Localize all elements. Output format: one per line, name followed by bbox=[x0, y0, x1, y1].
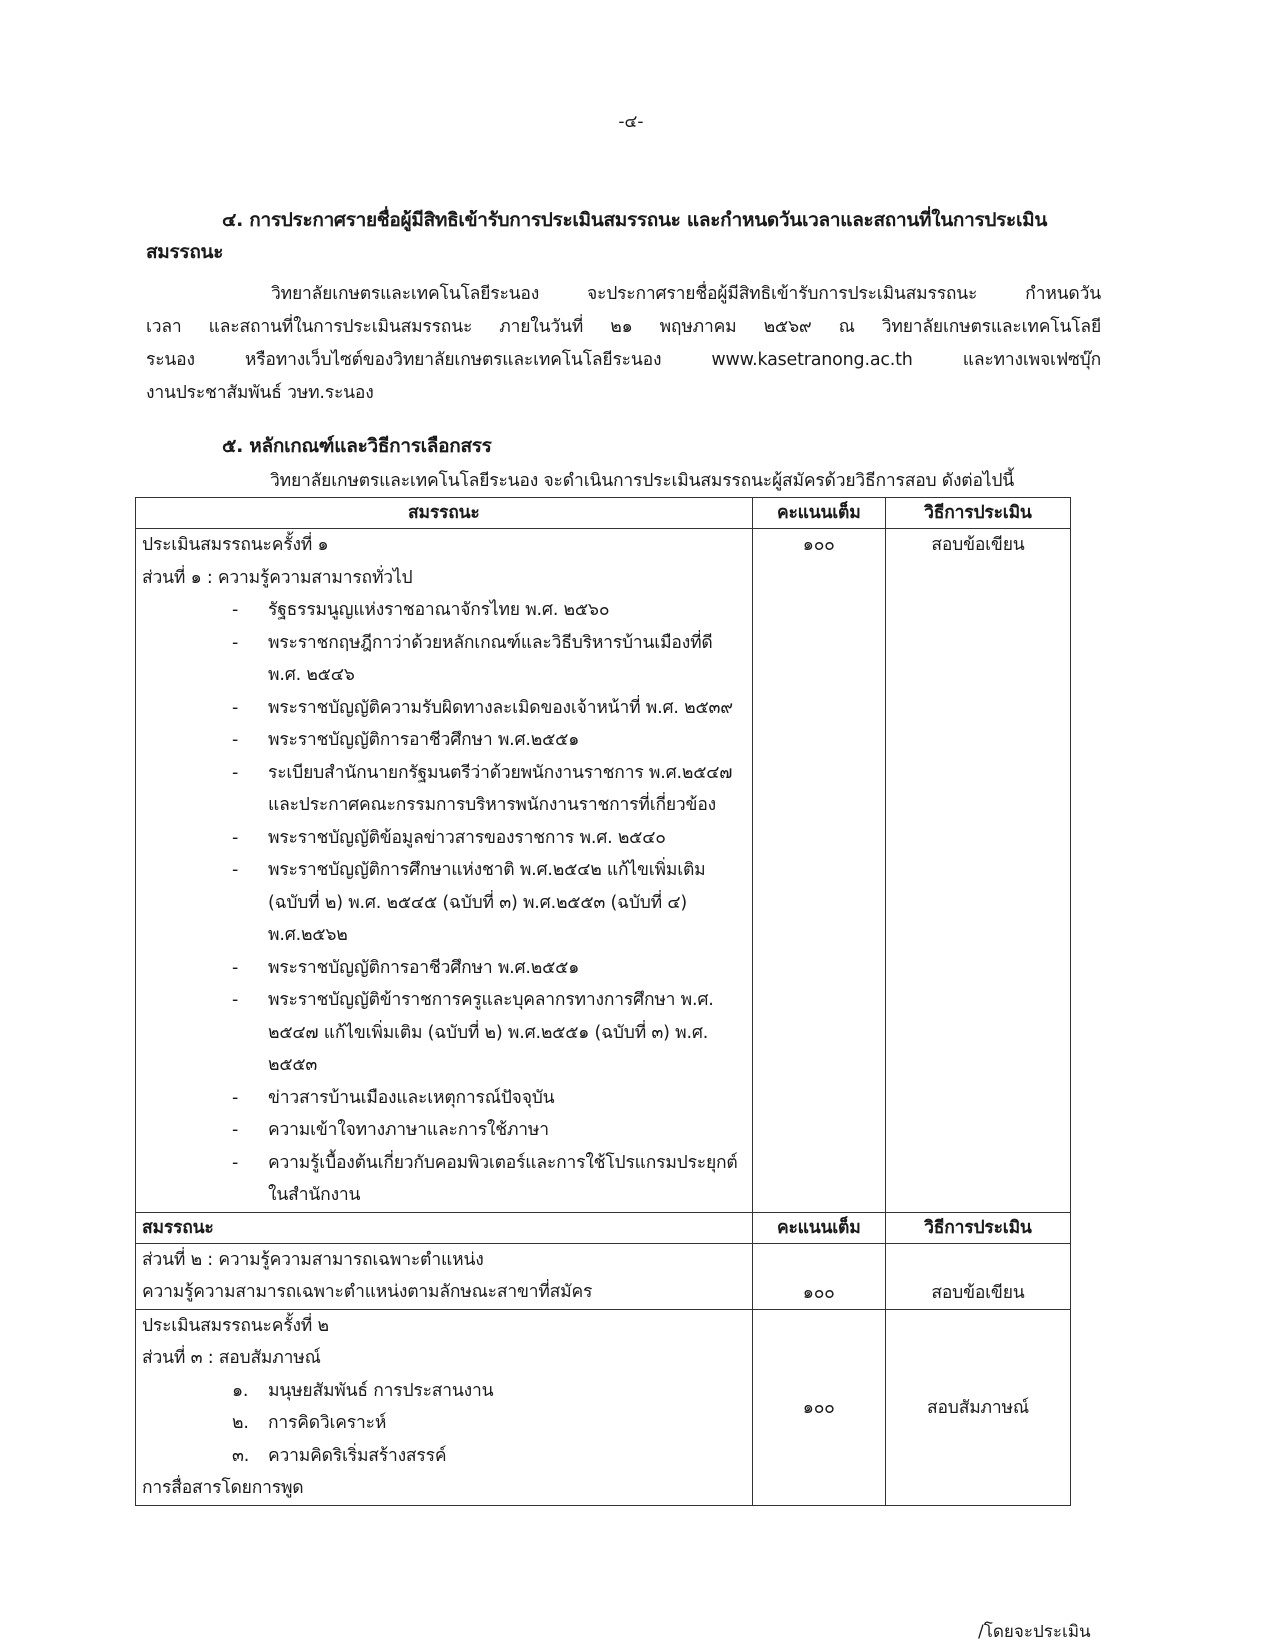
list-item: - ความเข้าใจทางภาษาและการใช้ภาษา bbox=[232, 1120, 549, 1140]
header-full-score: คะแนนเต็ม bbox=[752, 498, 885, 529]
round1-title: ประเมินสมรรถนะครั้งที่ ๑ bbox=[142, 535, 329, 555]
list-item: - พระราชบัญญัติการอาชีวศึกษา พ.ศ.๒๕๕๑ bbox=[232, 957, 580, 978]
part2-competency-cell bbox=[136, 1243, 753, 1309]
table-header-row bbox=[136, 498, 1071, 529]
round1-part-title: ส่วนที่ ๑ : ความรู้ความสามารถทั่วไป bbox=[142, 567, 413, 588]
round2-competency-cell bbox=[136, 1309, 753, 1505]
table-header-row-repeat bbox=[136, 1212, 1071, 1243]
header-full-score-repeat: คะแนนเต็ม bbox=[752, 1212, 885, 1243]
list-item: - พระราชบัญญัติข้าราชการครูและบุคลากรทางการศึกษา พ.ศ. ๒๕๔๗ แก้ไขเพิ่มเติม (ฉบับที่ ๒) พ.ศ.๒๕๕๑ (ฉบับที่ ๓) พ.ศ. ๒๕๕๓ bbox=[232, 990, 714, 1075]
header-method-repeat: วิธีการประเมิน bbox=[885, 1212, 1070, 1243]
criteria-table bbox=[135, 497, 1071, 1506]
round1-method: สอบข้อเขียน bbox=[885, 529, 1070, 1213]
list-item: - พระราชบัญญัติข้อมูลข่าวสารของราชการ พ.ศ. ๒๕๔๐ bbox=[232, 827, 666, 848]
section-4-paragraph bbox=[146, 278, 1101, 410]
table-row-part2 bbox=[136, 1243, 1071, 1309]
table-row-round1 bbox=[136, 529, 1071, 1213]
list-item: - พระราชบัญญัติการศึกษาแห่งชาติ พ.ศ.๒๕๔๒ แก้ไขเพิ่มเติม (ฉบับที่ ๒) พ.ศ. ๒๕๔๕ (ฉบับที่ ๓) พ.ศ.๒๕๕๓ (ฉบับที่ ๔) พ.ศ.๒๕๖๒ bbox=[232, 860, 706, 945]
round2-score: ๑๐๐ bbox=[752, 1309, 885, 1505]
paragraph-line: เวลา และสถานที่ในการประเมินสมรรถนะ ภายในวันที่ ๒๑ พฤษภาคม ๒๕๖๙ ณ วิทยาลัยเกษตรและเทคโนโลยี bbox=[146, 317, 1101, 337]
list-item: - พระราชกฤษฎีกาว่าด้วยหลักเกณฑ์และวิธีบริหารบ้านเมืองที่ดี พ.ศ. ๒๕๔๖ bbox=[232, 632, 713, 685]
table-row-round2 bbox=[136, 1309, 1071, 1505]
round1-score: ๑๐๐ bbox=[752, 529, 885, 1213]
list-item: - พระราชบัญญัติความรับผิดทางละเมิดของเจ้าหน้าที่ พ.ศ. ๒๕๓๙ bbox=[232, 697, 733, 718]
list-item: - ความรู้เบื้องต้นเกี่ยวกับคอมพิวเตอร์และการใช้โปรแกรมประยุกต์ ในสำนักงาน bbox=[232, 1152, 738, 1205]
round2-method: สอบสัมภาษณ์ bbox=[885, 1309, 1070, 1505]
section-5-intro: วิทยาลัยเกษตรและเทคโนโลยีระนอง จะดำเนินการประเมินสมรรถนะผู้สมัครด้วยวิธีการสอบ ดังต่อไปนี้ bbox=[270, 471, 1015, 491]
header-competency: สมรรถนะ bbox=[136, 498, 753, 529]
section-4-heading-line1: ๔. การประกาศรายชื่อผู้มีสิทธิเข้ารับการประเมินสมรรถนะ และกำหนดวันเวลาและสถานที่ในการประเมิน bbox=[222, 209, 1048, 231]
continuation-marker: /โดยจะประเมิน bbox=[978, 1622, 1091, 1642]
section-4-heading bbox=[146, 204, 1106, 268]
list-item: - พระราชบัญญัติการอาชีวศึกษา พ.ศ.๒๕๕๑ bbox=[232, 730, 580, 750]
round1-competency-cell bbox=[136, 529, 753, 1213]
list-item: - ระเบียบสำนักนายกรัฐมนตรีว่าด้วยพนักงานราชการ พ.ศ.๒๕๔๗ และประกาศคณะกรรมการบริหารพนักงานราชการที่เกี่ยวข้อง bbox=[232, 762, 733, 815]
list-item: - ข่าวสารบ้านเมืองและเหตุการณ์ปัจจุบัน bbox=[232, 1087, 555, 1108]
round2-trailing: การสื่อสารโดยการพูด bbox=[142, 1478, 304, 1498]
list-item: ๓. ความคิดริเริ่มสร้างสรรค์ bbox=[232, 1445, 447, 1466]
header-competency-repeat: สมรรถนะ bbox=[136, 1212, 753, 1243]
list-item: ๑. มนุษยสัมพันธ์ การประสานงาน bbox=[232, 1380, 494, 1401]
paragraph-line: งานประชาสัมพันธ์ วษท.ระนอง bbox=[146, 383, 374, 403]
part2-score: ๑๐๐ bbox=[752, 1243, 885, 1309]
section-4-heading-line2: สมรรถนะ bbox=[146, 241, 224, 263]
list-item: - รัฐธรรมนูญแห่งราชอาณาจักรไทย พ.ศ. ๒๕๖๐ bbox=[232, 600, 610, 620]
round2-part-title: ส่วนที่ ๓ : สอบสัมภาษณ์ bbox=[142, 1348, 321, 1368]
part2-detail: ความรู้ความสามารถเฉพาะตำแหน่งตามลักษณะสาขาที่สมัคร bbox=[142, 1282, 593, 1302]
round2-title: ประเมินสมรรถนะครั้งที่ ๒ bbox=[142, 1315, 329, 1336]
part2-method: สอบข้อเขียน bbox=[885, 1243, 1070, 1309]
paragraph-line: วิทยาลัยเกษตรและเทคโนโลยีระนอง จะประกาศรายชื่อผู้มีสิทธิเข้ารับการประเมินสมรรถนะ กำหนดวัน bbox=[271, 284, 1101, 304]
paragraph-line: ระนอง หรือทางเว็บไซต์ของวิทยาลัยเกษตรและเทคโนโลยีระนอง www.kasetranong.ac.th และทางเพจเฟซบุ๊ก bbox=[146, 350, 1101, 370]
list-item: ๒. การคิดวิเคราะห์ bbox=[232, 1413, 387, 1433]
section-5-heading: ๕. หลักเกณฑ์และวิธีการเลือกสรร bbox=[222, 435, 492, 457]
page-number: -๔- bbox=[618, 112, 644, 132]
header-method: วิธีการประเมิน bbox=[885, 498, 1070, 529]
part2-title: ส่วนที่ ๒ : ความรู้ความสามารถเฉพาะตำแหน่ง bbox=[142, 1249, 484, 1270]
